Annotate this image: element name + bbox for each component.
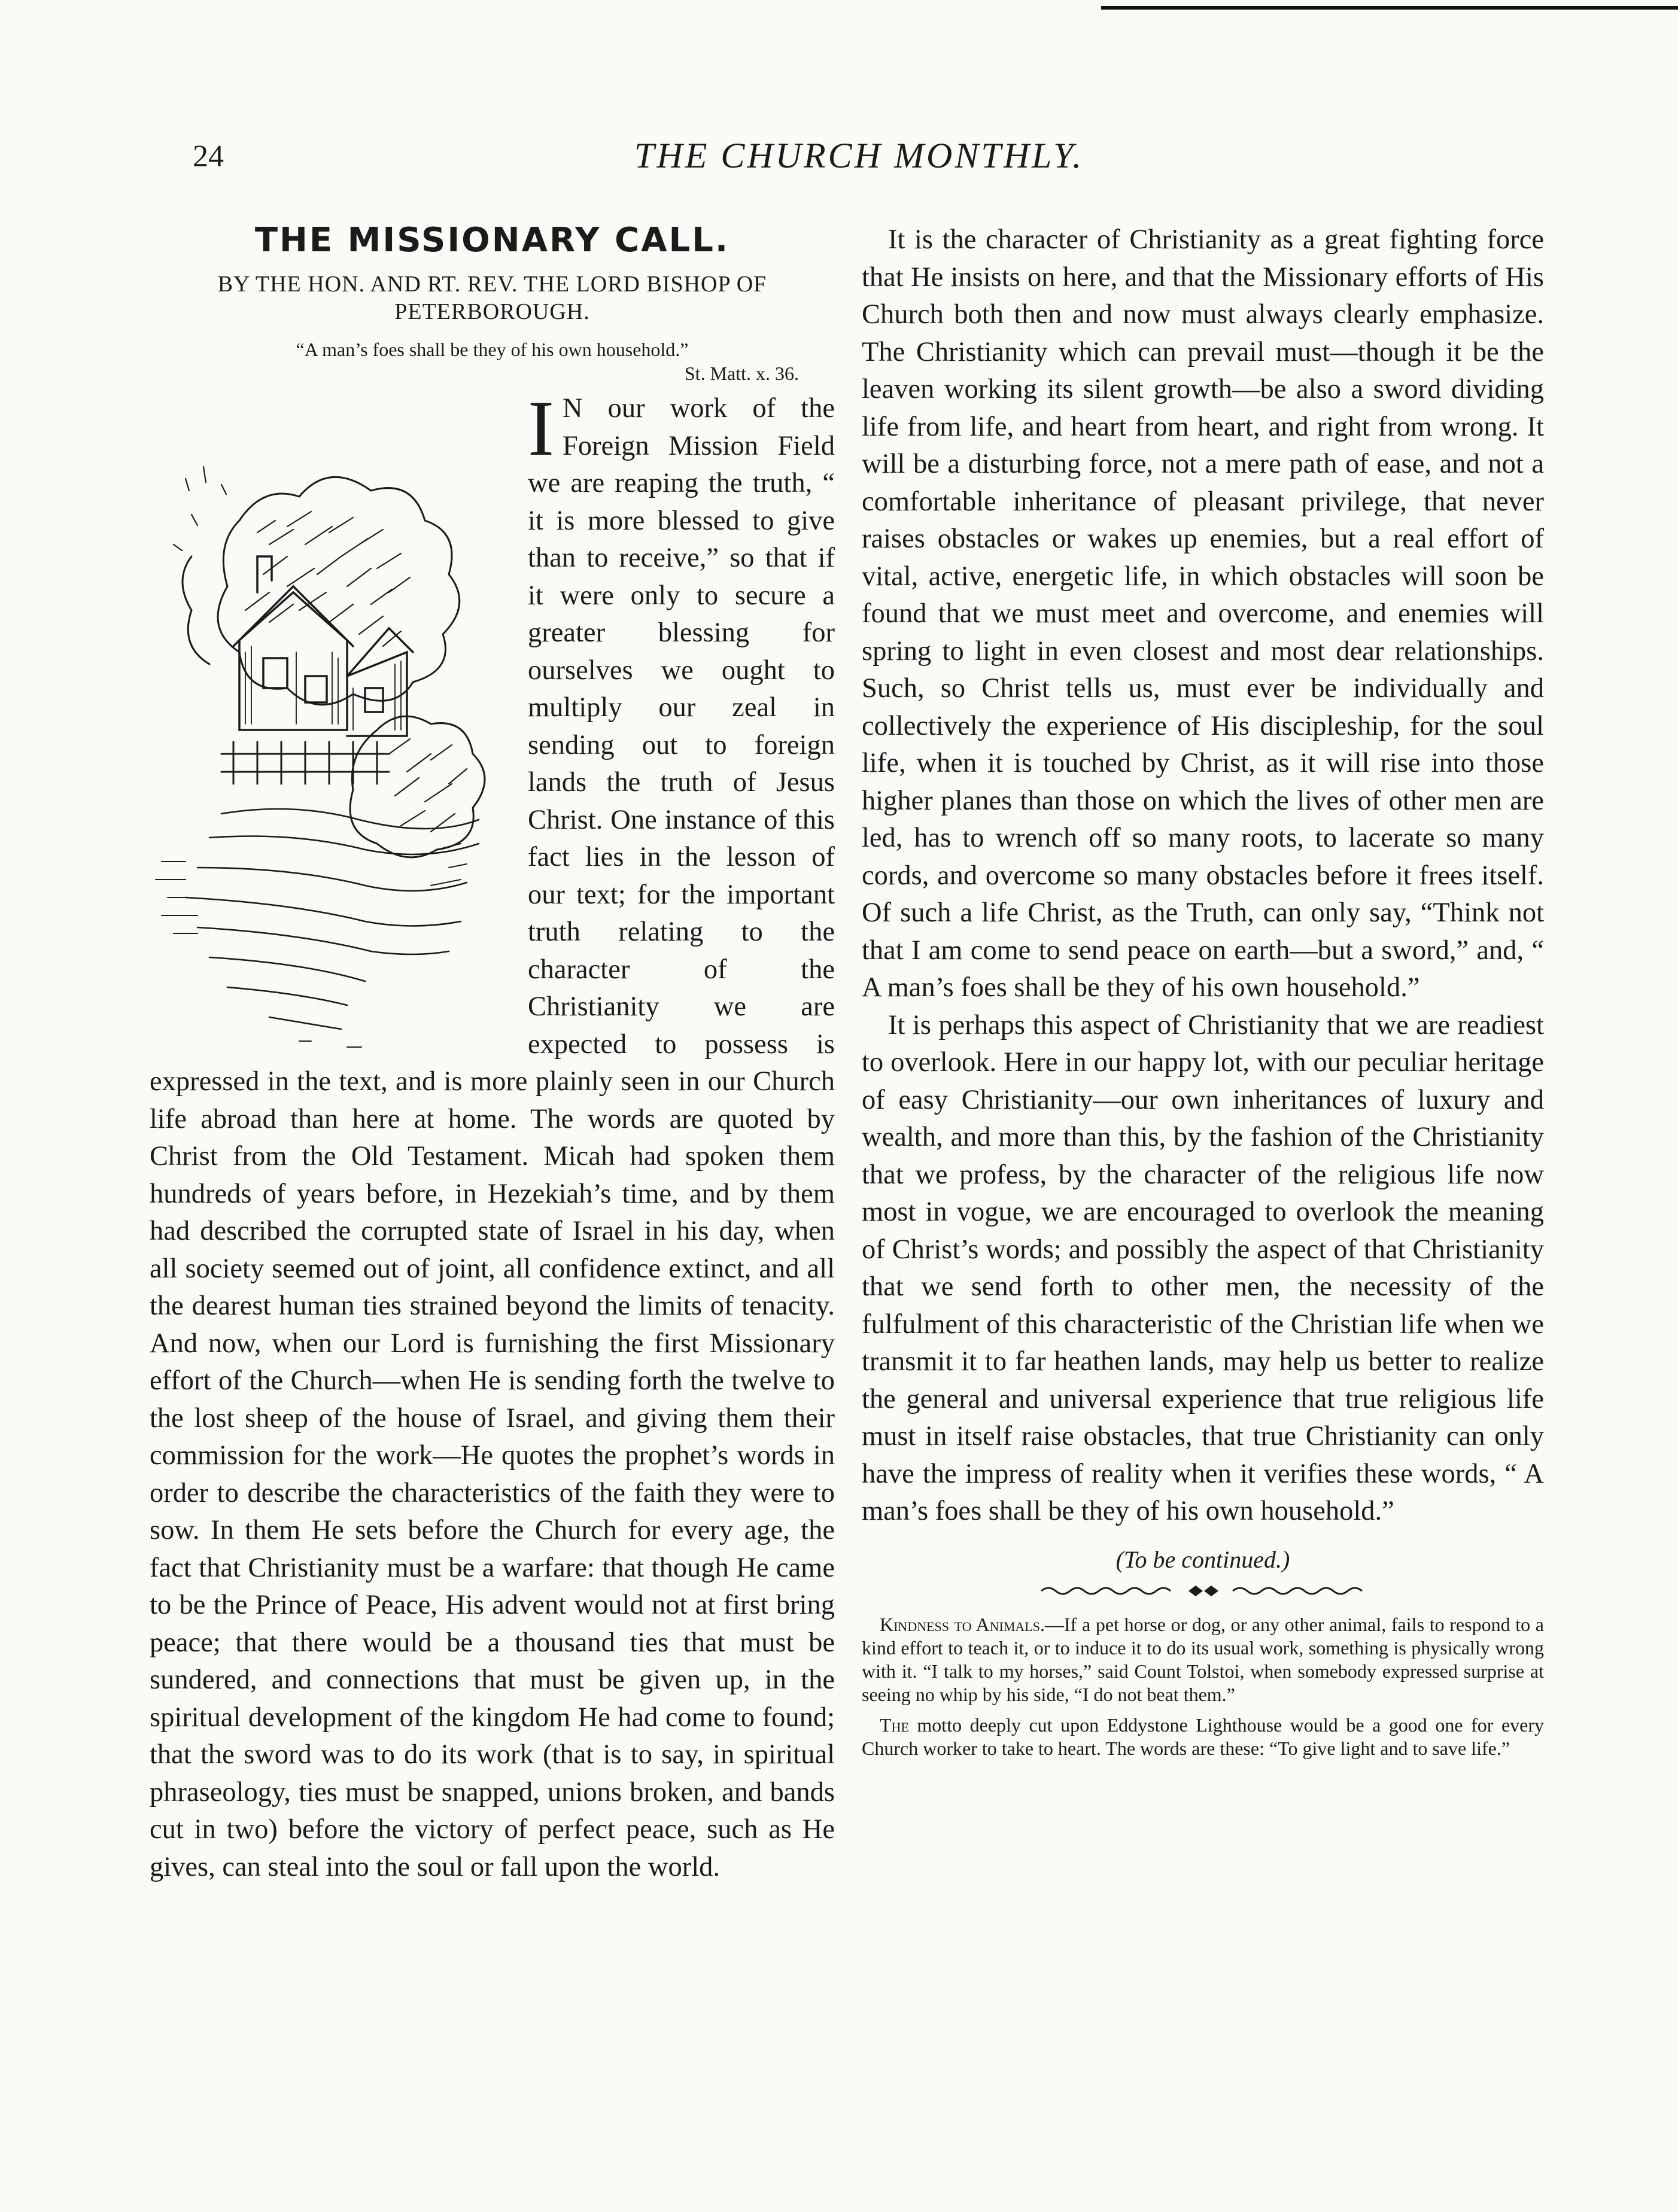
- note-eddystone-motto: [862, 1714, 1544, 1760]
- cottage-engraving: [150, 395, 504, 1059]
- section-divider-ornament: [1035, 1582, 1370, 1600]
- note-text: motto deeply cut upon Eddystone Lighthouse would be a good one for every Church worker to take to heart. The words are these: “To give light and to save life.”: [862, 1714, 1544, 1759]
- note-lead: The: [880, 1714, 909, 1736]
- article-paragraph-2: It is the character of Christianity as a great fighting force that He insists on here, and that the Missionary efforts of His Church both then and now must always clearly emphasize. The Christianity which can prevail must—though it be the leaven working its silent growth—be also a sword dividing life from life, and heart from heart, and right from wrong. It will be a disturbing force, not a mere path of ease, and not a comfortable inheritance of pleasant privilege, that never raises obstacles or wakes up enemies, but a real effort of vital, active, energetic life, in which obstacles will soon be found that we must meet and overcome, and enemies will spring to light in even closest and most dear relationships. Such, so Christ tells us, must ever be individually and collectively the experience of His discipleship, for the soul life, when it is touched by Christ, as it will rise into those higher planes than those on which the lives of other men are led, has to wrench off so many roots, to lacerate so many cords, and overcome so many obstacles before it frees itself. Of such a life Christ, as the Truth, can only say, “Think not that I am come to send peace on earth—but a sword,” and, “ A man’s foes shall be they of his own household.”: [862, 224, 1544, 1003]
- right-column: [862, 221, 1544, 1767]
- running-title: THE CHURCH MONTHLY.: [634, 136, 1084, 175]
- epigraph-reference: St. Matt. x. 36.: [684, 363, 799, 384]
- page-number: 24: [193, 139, 224, 174]
- epigraph: “A man’s foes shall be they of his own household.”: [296, 339, 689, 360]
- drop-cap: I: [528, 384, 554, 472]
- article-byline: BY THE HON. AND RT. REV. THE LORD BISHOP OF PETERBOROUGH.: [217, 272, 767, 324]
- note-kindness-to-animals: [862, 1613, 1544, 1706]
- article-title: THE MISSIONARY CALL.: [254, 221, 730, 260]
- note-lead: Kindness to Animals.: [880, 1614, 1045, 1635]
- left-column: [150, 221, 835, 1886]
- article-paragraph-3: It is perhaps this aspect of Christianity that we are readiest to overlook. Here in our happy lot, with our peculiar heritage of easy Christianity—our own inheritances of luxury and wealth, and more than this, by the fashion of the Christianity that we profess, by the character of the religious life now most in vogue, we are encouraged to overlook the meaning of Christ’s words; and possibly the aspect of that Christianity that we send forth to other men, the necessity of the fulfulment of this characteristic of the Christian life when we transmit it to far heathen lands, may help us better to realize the general and universal experience that true religious life must in itself raise obstacles, that true Christianity can only have the impress of reality when it verifies these words, “ A man’s foes shall be they of his own household.”: [862, 1009, 1544, 1526]
- continued-note: (To be continued.): [1115, 1545, 1290, 1573]
- note-text: —If a pet horse or dog, or any other animal, fails to respond to a kind effort to teach it, or to induce it to do its usual work, something is physically wrong with it. “I talk to my horses,” said Count Tolstoi, when somebody expressed surprise at seeing no whip by his side, “I do not beat them.”: [862, 1614, 1545, 1705]
- top-rule: [1101, 6, 1678, 10]
- article-paragraph-1: N our work of the Foreign Mission Field we are reaping the truth, “ it is more blessed to give than to receive,” so that if it were only to secure a greater blessing for ourselves we ought to multiply our zeal in sending out to foreign lands the truth of Jesus Christ. One instance of this fact lies in the lesson of our text; for the important truth relating to the character of the Christianity we are expected to possess is expressed in the text, and is more plainly seen in our Church life abroad than here at home. The words are quoted by Christ from the Old Testament. Micah had spoken them hundreds of years before, in Hezekiah’s time, and by them had described the corrupted state of Israel in his day, when all society seemed out of joint, all confidence extinct, and all the dearest human ties strained beyond the limits of tenacity. And now, when our Lord is furnishing the first Missionary effort of the Church—when He is sending forth the twelve to the lost sheep of the house of Israel, and giving them their commission for the work—He quotes the prophet’s words in order to describe the characteristics of the faith they were to sow. In them He sets before the Church for every age, the fact that Christianity must be a warfare: that though He came to be the Prince of Peace, His advent would not at first bring peace; that there would be a thousand ties that must be sundered, and connections that must be given up, in the spiritual development of the kingdom He had come to found; that the sword was to do its work (that is to say, in spiritual phraseology, ties must be snapped, unions broken, and bands cut in two) before the victory of perfect peace, such as He gives, can steal into the soul or fall upon the world.: [150, 393, 835, 1882]
